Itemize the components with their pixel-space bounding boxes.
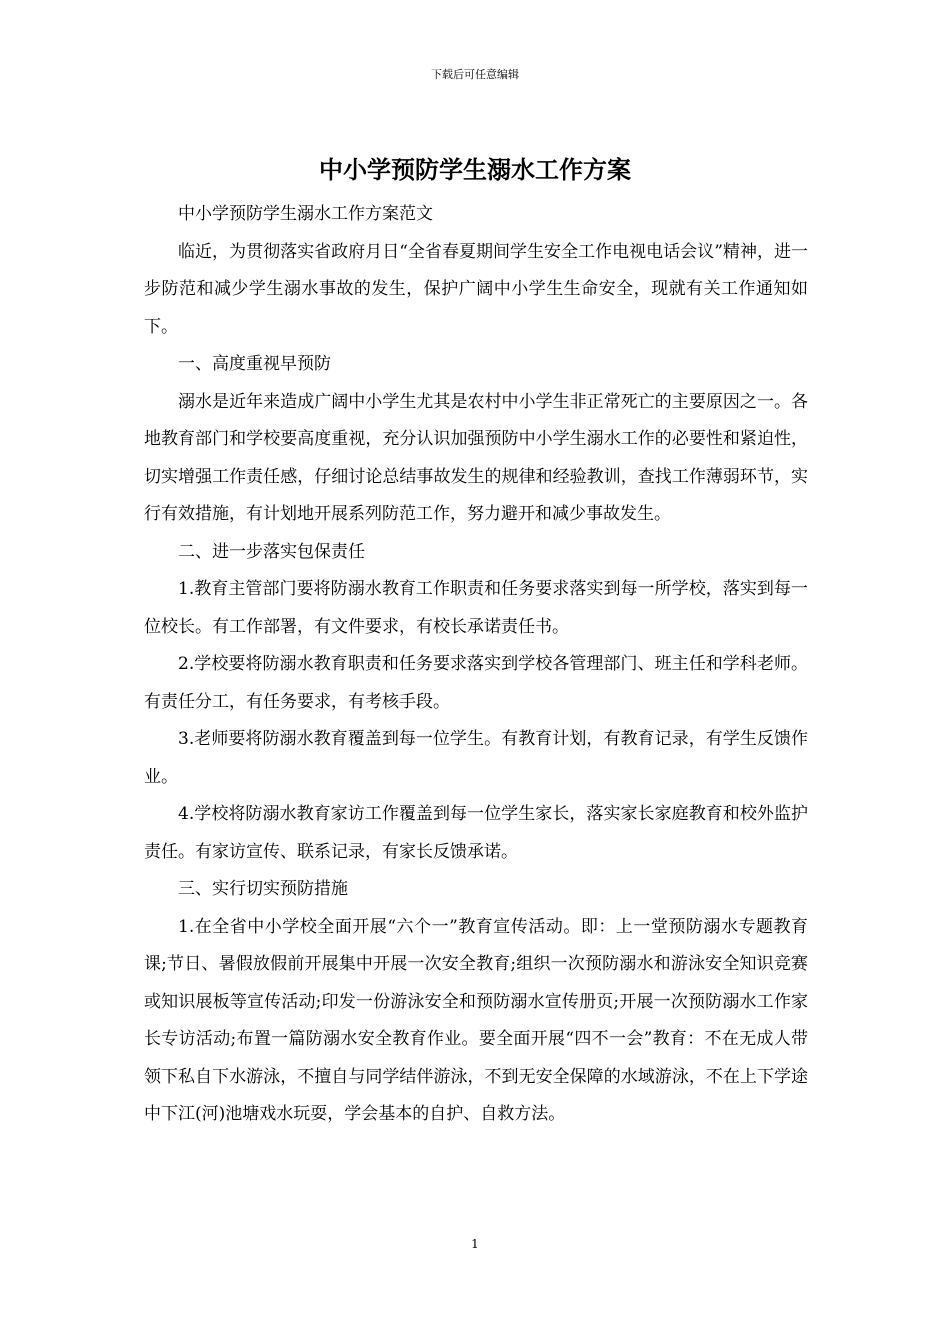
- list-item-paragraph: 2.学校要将防溺水教育职责和任务要求落实到学校各管理部门、班主任和学科老师。有责任分工，有任务要求，有考核手段。: [144, 654, 808, 712]
- section-heading-1: 一、高度重视早预防: [178, 354, 331, 374]
- subtitle-paragraph: 中小学预防学生溺水工作方案范文: [178, 204, 433, 224]
- body-paragraph: 溺水是近年来造成广阔中小学生尤其是农村中小学生非正常死亡的主要原因之一。各地教育部门和学校要高度重视，充分认识加强预防中小学生溺水工作的必要性和紧迫性，切实增强工作责任感，仔细讨论总结事故发生的规律和经验教训，查找工作薄弱环节，实行有效措施，有计划地开展系列防范工作，努力避开和减少事故发生。: [144, 391, 808, 524]
- list-item-paragraph: 4.学校将防溺水教育家访工作覆盖到每一位学生家长，落实家长家庭教育和校外监护责任。有家访宣传、联系记录，有家长反馈承诺。: [144, 804, 808, 862]
- document-body: [144, 196, 808, 1134]
- page-header-note: 下载后可任意编辑: [431, 68, 519, 81]
- page-number: 1: [471, 1237, 479, 1251]
- list-item-paragraph: 1.在全省中小学校全面开展“六个一”教育宣传活动。即：上一堂预防溺水专题教育课;节日、暑假放假前开展集中开展一次安全教育;组织一次预防溺水和游泳安全知识竞赛或知识展板等宣传活动;印发一份游泳安全和预防溺水宣传册页;开展一次预防溺水工作家长专访活动;布置一篇防溺水安全教育作业。要全面开展“四不一会”教育：不在无成人带领下私自下水游泳，不擅自与同学结伴游泳，不到无安全保障的水域游泳，不在上下学途中下江(河)池塘戏水玩耍，学会基本的自护、自救方法。: [144, 916, 808, 1124]
- list-item-paragraph: 3.老师要将防溺水教育覆盖到每一位学生。有教育计划，有教育记录，有学生反馈作业。: [144, 729, 808, 787]
- intro-paragraph: 临近，为贯彻落实省政府月日“全省春夏期间学生安全工作电视电话会议”精神，进一步防范和减少学生溺水事故的发生，保护广阔中小学生生命安全，现就有关工作通知如下。: [144, 241, 808, 337]
- document-title: 中小学预防学生溺水工作方案: [319, 155, 631, 184]
- section-heading-3: 三、实行切实预防措施: [178, 879, 348, 899]
- section-heading-2: 二、进一步落实包保责任: [178, 541, 365, 562]
- list-item-paragraph: 1.教育主管部门要将防溺水教育工作职责和任务要求落实到每一所学校，落实到每一位校长。有工作部署，有文件要求，有校长承诺责任书。: [144, 579, 808, 637]
